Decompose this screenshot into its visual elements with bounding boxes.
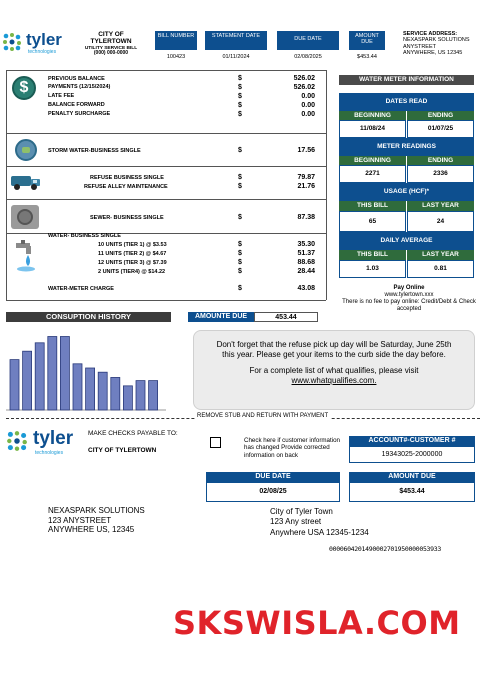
consumption-bar <box>123 386 132 410</box>
notice-link[interactable]: www.whatqualifies.com. <box>291 376 377 385</box>
tyler-logo-mark-icon <box>6 430 28 452</box>
balance-forward-label: BALANCE FORWARD <box>48 102 105 108</box>
refuse-alley-label: REFUSE ALLEY MAINTENANCE <box>84 184 168 190</box>
avg-this-bill-label: THIS BILL <box>339 250 406 260</box>
stormwater-amount: 17.56 <box>297 147 315 154</box>
service-address-line2: ANYSTREET <box>403 43 437 50</box>
late-fee-amount: 0.00 <box>301 93 315 100</box>
consumption-amount-due-value: 453.44 <box>254 312 318 322</box>
city-line1: CITY OF <box>98 31 124 38</box>
pay-online-title: Pay Online <box>393 285 425 291</box>
stub-separator-text: REMOVE STUB AND RETURN WITH PAYMENT <box>197 413 329 419</box>
tyler-logo <box>2 30 74 58</box>
city-header <box>76 31 146 57</box>
avg-this-bill: 1.03 <box>339 260 406 278</box>
account-value: 19343025-2000000 <box>349 446 475 463</box>
stub-amount-due-label: AMOUNT DUE <box>349 472 475 482</box>
dollar-sign: $ <box>238 102 242 109</box>
service-address-line3: ANYWHERE, US 12345 <box>403 49 463 56</box>
payments-label: PAYMENTS (12/15/2024) <box>48 84 111 90</box>
date-read-begin: 11/08/24 <box>339 120 406 138</box>
remit-address-line2: 123 Any street <box>270 517 322 527</box>
sewer-label: SEWER- BUSINESS SINGLE <box>90 215 164 221</box>
dates-ending-label: ENDING <box>407 111 474 120</box>
service-address <box>403 31 488 56</box>
previous-balance-label: PREVIOUS BALANCE <box>48 76 105 82</box>
consumption-bar <box>73 364 82 410</box>
dollar-sign: $ <box>238 259 242 266</box>
balance-forward-amount: 0.00 <box>301 102 315 109</box>
customer-address-line3: ANYWHERE US, 12345 <box>48 525 135 535</box>
meter-info-title: WATER METER INFORMATION <box>339 75 474 85</box>
city-phone: (000) 000-0000 <box>93 50 129 57</box>
dollar-sign: $ <box>238 75 242 82</box>
pay-online-url[interactable]: www.tylertown.xxx <box>384 291 434 298</box>
meter-charge-label: WATER-METER CHARGE <box>48 286 114 292</box>
dollar-sign: $ <box>238 84 242 91</box>
dollar-sign: $ <box>238 214 242 221</box>
customer-address-line1: NEXASPARK SOLUTIONS <box>48 506 145 515</box>
usage-last-year: 24 <box>407 211 474 232</box>
pay-online-box <box>339 285 479 313</box>
water-title: WATER- BUSINESS SINGLE <box>48 233 121 239</box>
water-tier4-amount: 28.44 <box>297 268 315 275</box>
dollar-sign: $ <box>238 111 242 118</box>
late-fee-label: LATE FEE <box>48 93 75 99</box>
payments-amount: 526.02 <box>293 84 315 91</box>
tyler-logo-text: tyler <box>26 30 62 49</box>
consumption-amount-due-label: AMOUNTE DUE <box>188 312 254 322</box>
consumption-bar <box>35 343 44 410</box>
date-read-end: 01/07/25 <box>407 120 474 138</box>
water-tier4-label: 2 UNITS (TIER4) @ $14.22 <box>98 269 166 275</box>
garbage-truck-icon <box>10 173 42 191</box>
consumption-bar <box>86 368 95 410</box>
remit-address-line3: Anywhere USA 12345-1234 <box>270 527 369 537</box>
service-address-label: SERVICE ADDRESS: <box>403 31 458 37</box>
customer-address-line2: 123 ANYSTREET <box>48 515 112 525</box>
stub-due-date-value: 02/08/25 <box>206 482 340 502</box>
consumption-bar <box>10 360 19 410</box>
notice-line1: Don't forget that the refuse pick up day will be Saturday, June 25th this year. Please get your items to the curb side the day before. <box>216 340 452 359</box>
dollar-sign: $ <box>238 183 242 190</box>
avg-last-year-label: LAST YEAR <box>407 250 474 260</box>
consumption-bar <box>60 337 69 411</box>
consumption-bar <box>111 377 120 410</box>
watermark: SKSWISLA.COM <box>173 604 461 642</box>
usage-this-bill: 65 <box>339 211 406 232</box>
usage-last-year-label: LAST YEAR <box>407 201 474 211</box>
dates-read-title: DATES READ <box>339 93 474 111</box>
dollar-sign: $ <box>238 285 242 292</box>
dates-beginning-label: BEGINNING <box>339 111 406 120</box>
reading-end: 2336 <box>407 165 474 183</box>
water-tier3-amount: 88.68 <box>297 259 315 266</box>
refuse-label: REFUSE BUSINESS SINGLE <box>90 175 164 181</box>
consumption-bar <box>48 337 57 411</box>
consumption-bar <box>98 372 107 410</box>
bill-number-label: BILL NUMBER <box>155 31 197 50</box>
customer-address <box>48 506 145 535</box>
usage-title: USAGE (HCF)* <box>339 183 474 201</box>
remit-address-line1: City of Tyler Town <box>270 507 333 516</box>
pay-online-note: There is no fee to pay online: Credit/Debt & Check accepted <box>342 298 476 312</box>
sewer-amount: 87.38 <box>297 214 315 221</box>
readings-beginning-label: BEGINNING <box>339 156 406 165</box>
consumption-bar <box>23 351 32 410</box>
payable-label: MAKE CHECKS PAYABLE TO: <box>88 430 178 437</box>
amount-due-label: AMOUNT DUE <box>349 31 385 50</box>
stub-due-date-label: DUE DATE <box>206 472 340 482</box>
city-line2: TYLERTOWN <box>90 38 132 46</box>
refuse-alley-amount: 21.76 <box>297 183 315 190</box>
statement-date-value: 01/11/2024 <box>222 54 250 60</box>
stormwater-label: STORM WATER-BUSINESS SINGLE <box>48 148 141 154</box>
due-date-label: DUE DATE <box>277 31 339 50</box>
city-dept: UTILITY SERVICE BILL <box>84 45 138 51</box>
consumption-bar <box>149 381 158 410</box>
account-label: ACCOUNT#-CUSTOMER # <box>349 436 475 446</box>
consumption-bar-chart <box>6 326 166 412</box>
dollar-sign: $ <box>238 174 242 181</box>
avg-last-year: 0.81 <box>407 260 474 278</box>
remit-address <box>270 507 369 538</box>
ocr-scanline: 0000604201490002701950000053933 <box>329 545 442 553</box>
payable-name: CITY OF TYLERTOWN <box>88 447 157 454</box>
bill-number-value: 100423 <box>166 54 186 60</box>
water-tier1-label: 10 UNITS (TIER 1) @ $3.53 <box>98 242 167 248</box>
water-tier2-amount: 51.37 <box>297 250 315 257</box>
service-address-line1: NEXASPARK SOLUTIONS <box>403 37 470 44</box>
due-date-value: 02/08/2025 <box>294 54 322 60</box>
usage-this-bill-label: THIS BILL <box>339 201 406 211</box>
dollar-sign: $ <box>238 147 242 154</box>
dollar-sign: $ <box>238 268 242 275</box>
tyler-logo-text: tyler <box>33 428 74 449</box>
water-tier1-amount: 35.30 <box>297 241 315 248</box>
water-tier2-label: 11 UNITS (TIER 2) @ $4.67 <box>98 251 167 257</box>
penalty-surcharge-amount: 0.00 <box>301 111 315 118</box>
reading-begin: 2271 <box>339 165 406 183</box>
notice-box <box>193 330 475 410</box>
readings-ending-label: ENDING <box>407 156 474 165</box>
meter-readings-title: METER READINGS <box>339 138 474 156</box>
consumption-title: CONSUPTION HISTORY <box>6 312 171 322</box>
dollar-sign: $ <box>238 250 242 257</box>
refuse-amount: 79.87 <box>297 174 315 181</box>
meter-charge-amount: 43.08 <box>297 285 315 292</box>
tyler-logo-subtext: technologies <box>35 450 64 456</box>
consumption-bar <box>136 381 145 410</box>
water-tier3-label: 12 UNITS (TIER 3) @ $7.39 <box>98 260 167 266</box>
info-changed-text: Check here if customer information has changed Provide corrected information on back <box>244 437 340 459</box>
stub-tyler-logo <box>6 428 86 458</box>
tyler-logo-mark-icon <box>2 32 22 52</box>
dollar-sign: $ <box>238 93 242 100</box>
daily-average-title: DAILY AVERAGE <box>339 232 474 250</box>
amount-due-value: $453.44 <box>357 54 377 60</box>
previous-balance-amount: 526.02 <box>293 75 315 82</box>
dollar-sign: $ <box>238 241 242 248</box>
tyler-logo-subtext: technologies <box>28 49 57 55</box>
stub-amount-due-value[interactable]: $453.44 <box>349 482 475 502</box>
notice-line2: For a complete list of what qualifies, please visit <box>249 366 419 375</box>
penalty-surcharge-label: PENALTY SURCHARGE <box>48 111 111 117</box>
water-faucet-icon <box>12 240 38 272</box>
info-changed-checkbox[interactable] <box>210 437 221 448</box>
sewer-grate-icon <box>11 205 39 229</box>
dollar-coin-icon: $ <box>12 76 36 100</box>
stormwater-seal-icon <box>15 139 37 161</box>
statement-date-label: STATEMENT DATE <box>205 31 267 50</box>
